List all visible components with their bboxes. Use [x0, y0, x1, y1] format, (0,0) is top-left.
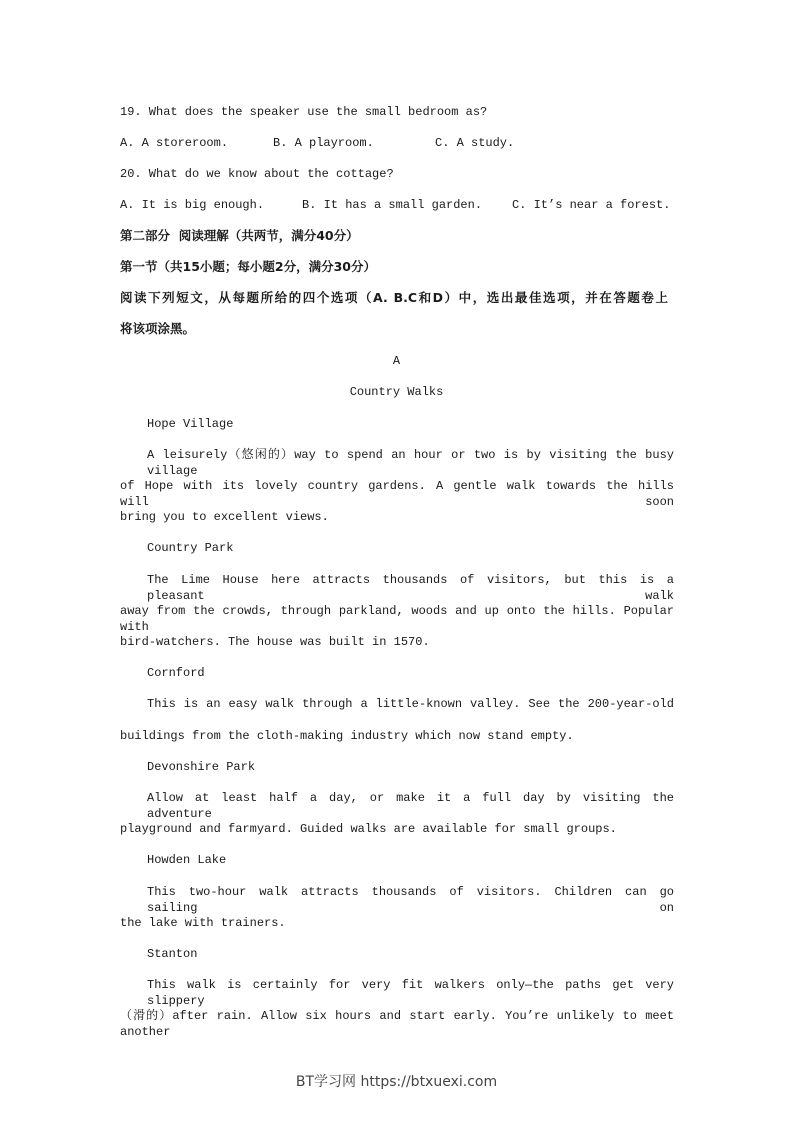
- footer-watermark: BT学习网 https://btxuexi.com: [295, 1074, 498, 1090]
- walk-heading: Hope Village: [147, 417, 234, 431]
- question-20-option-a: A. It is big enough.: [120, 198, 265, 212]
- part-heading: 第二部分 阅读理解（共两节，满分40分）: [120, 228, 359, 243]
- walk-heading: Cornford: [147, 666, 205, 680]
- walk-heading: Howden Lake: [147, 853, 227, 867]
- walk-description-line: A leisurely（悠闲的）way to spend an hour or two is by visiting the busy village: [147, 448, 674, 478]
- walk-description-line: This is an easy walk through a little-known valley. See the 200-year-old: [147, 697, 674, 711]
- walk-description-line: Allow at least half a day, or make it a full day by visiting the adventure: [147, 791, 674, 821]
- walk-description-line: bring you to excellent views.: [120, 510, 329, 524]
- walk-description-line: This walk is certainly for very fit walkers only—the paths get very slippery: [147, 978, 674, 1008]
- instructions-line-1: 阅读下列短文，从每题所给的四个选项（A. B.C和D）中，选出最佳选项，并在答题卷上: [120, 290, 668, 305]
- walk-description-line: away from the crowds, through parkland, woods and up onto the hills. Popular with: [120, 604, 674, 634]
- walk-description-line: playground and farmyard. Guided walks are available for small groups.: [120, 822, 617, 836]
- walk-heading: Country Park: [147, 541, 234, 555]
- walk-heading: Devonshire Park: [147, 760, 256, 774]
- walk-description-line: buildings from the cloth-making industry which now stand empty.: [120, 729, 574, 743]
- question-19-option-b: B. A playroom.: [273, 136, 374, 150]
- question-19-option-c: C. A study.: [435, 136, 515, 150]
- walk-description-line: The Lime House here attracts thousands of visitors, but this is a pleasant walk: [147, 573, 674, 603]
- passage-label: A: [392, 354, 401, 368]
- instructions-line-2: 将该项涂黑。: [120, 321, 196, 336]
- walk-description-line: bird-watchers. The house was built in 1570.: [120, 635, 430, 649]
- walk-heading: Stanton: [147, 947, 198, 961]
- question-19: 19. What does the speaker use the small bedroom as?: [120, 105, 488, 119]
- walk-description-line: of Hope with its lovely country gardens. A gentle walk towards the hills will soon: [120, 479, 674, 509]
- question-19-option-a: A. A storeroom.: [120, 136, 229, 150]
- section-heading: 第一节（共15小题；每小题2分，满分30分）: [120, 259, 376, 274]
- question-20: 20. What do we know about the cottage?: [120, 167, 394, 181]
- walk-description-line: This two-hour walk attracts thousands of visitors. Children can go sailing on: [147, 885, 674, 915]
- walk-description-line: the lake with trainers.: [120, 916, 286, 930]
- question-20-option-b: B. It has a small garden.: [302, 198, 483, 212]
- question-20-option-c: C. It’s near a forest.: [512, 198, 671, 212]
- walk-description-line: （滑的）after rain. Allow six hours and start early. You’re unlikely to meet another: [120, 1009, 674, 1039]
- passage-title: Country Walks: [349, 385, 444, 399]
